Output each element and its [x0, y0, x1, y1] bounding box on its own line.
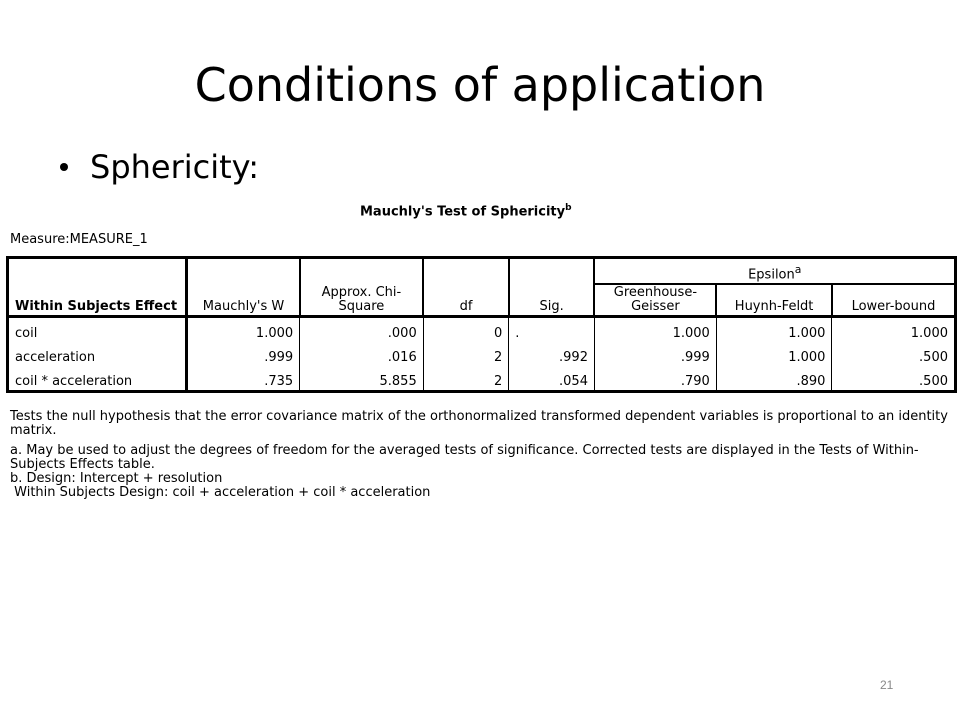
page-number: 21 — [880, 678, 894, 692]
header-gg-line2: Geisser — [631, 299, 680, 314]
header-df: df — [423, 258, 509, 317]
table-footnotes — [10, 410, 950, 500]
bullet-item — [60, 148, 259, 186]
measure-label: Measure:MEASURE_1 — [10, 232, 148, 247]
header-epsilon — [594, 258, 955, 285]
cell-w: .735 — [187, 366, 300, 392]
cell-hf: .890 — [716, 366, 832, 392]
table-row — [8, 317, 956, 343]
bullet-dot-icon — [60, 163, 68, 171]
cell-df: 2 — [423, 342, 509, 366]
table-header-row-1 — [8, 258, 956, 285]
cell-lb: .500 — [832, 342, 956, 366]
table-row — [8, 366, 956, 392]
slide-title: Conditions of application — [194, 58, 766, 112]
cell-chi: .016 — [300, 342, 424, 366]
header-epsilon-text: Epsilon — [748, 267, 795, 282]
header-sig: Sig. — [509, 258, 595, 317]
header-chi-line1: Approx. Chi- — [321, 285, 402, 300]
header-huynh-feldt: Huynh-Feldt — [716, 284, 832, 317]
cell-effect: acceleration — [8, 342, 187, 366]
note-b: b. Design: Intercept + resolution — [10, 471, 223, 486]
sphericity-table — [6, 256, 957, 393]
cell-df: 2 — [423, 366, 509, 392]
table-title — [360, 203, 572, 219]
cell-gg: 1.000 — [594, 317, 716, 343]
cell-gg: .999 — [594, 342, 716, 366]
note-b-within: Within Subjects Design: coil + acceleration + coil * acceleration — [10, 485, 431, 500]
header-epsilon-superscript: a — [794, 262, 802, 276]
header-mauchly-w: Mauchly's W — [187, 258, 300, 317]
header-chi-square — [300, 258, 424, 317]
cell-hf: 1.000 — [716, 317, 832, 343]
cell-df: 0 — [423, 317, 509, 343]
table-title-text: Mauchly's Test of Sphericity — [360, 204, 566, 220]
cell-lb: .500 — [832, 366, 956, 392]
note-null-hypothesis: Tests the null hypothesis that the error covariance matrix of the orthonormalized transformed dependent variables is proportional to an identity matrix. — [10, 409, 948, 438]
header-gg-line1: Greenhouse- — [613, 285, 698, 300]
table-row — [8, 342, 956, 366]
cell-effect: coil * acceleration — [8, 366, 187, 392]
cell-gg: .790 — [594, 366, 716, 392]
header-lower-bound: Lower-bound — [832, 284, 956, 317]
cell-effect: coil — [8, 317, 187, 343]
cell-w: 1.000 — [187, 317, 300, 343]
header-effect: Within Subjects Effect — [8, 258, 187, 317]
cell-chi: .000 — [300, 317, 424, 343]
note-a: a. May be used to adjust the degrees of freedom for the averaged tests of significance. Corrected tests are displayed in the Tests of Within-Subjects Effects table. — [10, 443, 919, 472]
header-greenhouse-geisser — [594, 284, 716, 317]
cell-lb: 1.000 — [832, 317, 956, 343]
cell-chi: 5.855 — [300, 366, 424, 392]
cell-hf: 1.000 — [716, 342, 832, 366]
bullet-text: Sphericity: — [90, 148, 260, 186]
cell-sig: .054 — [509, 366, 595, 392]
cell-sig: .992 — [509, 342, 595, 366]
header-chi-line2: Square — [338, 299, 385, 314]
cell-w: .999 — [187, 342, 300, 366]
table-title-superscript: b — [565, 203, 572, 213]
cell-sig: . — [509, 317, 595, 343]
